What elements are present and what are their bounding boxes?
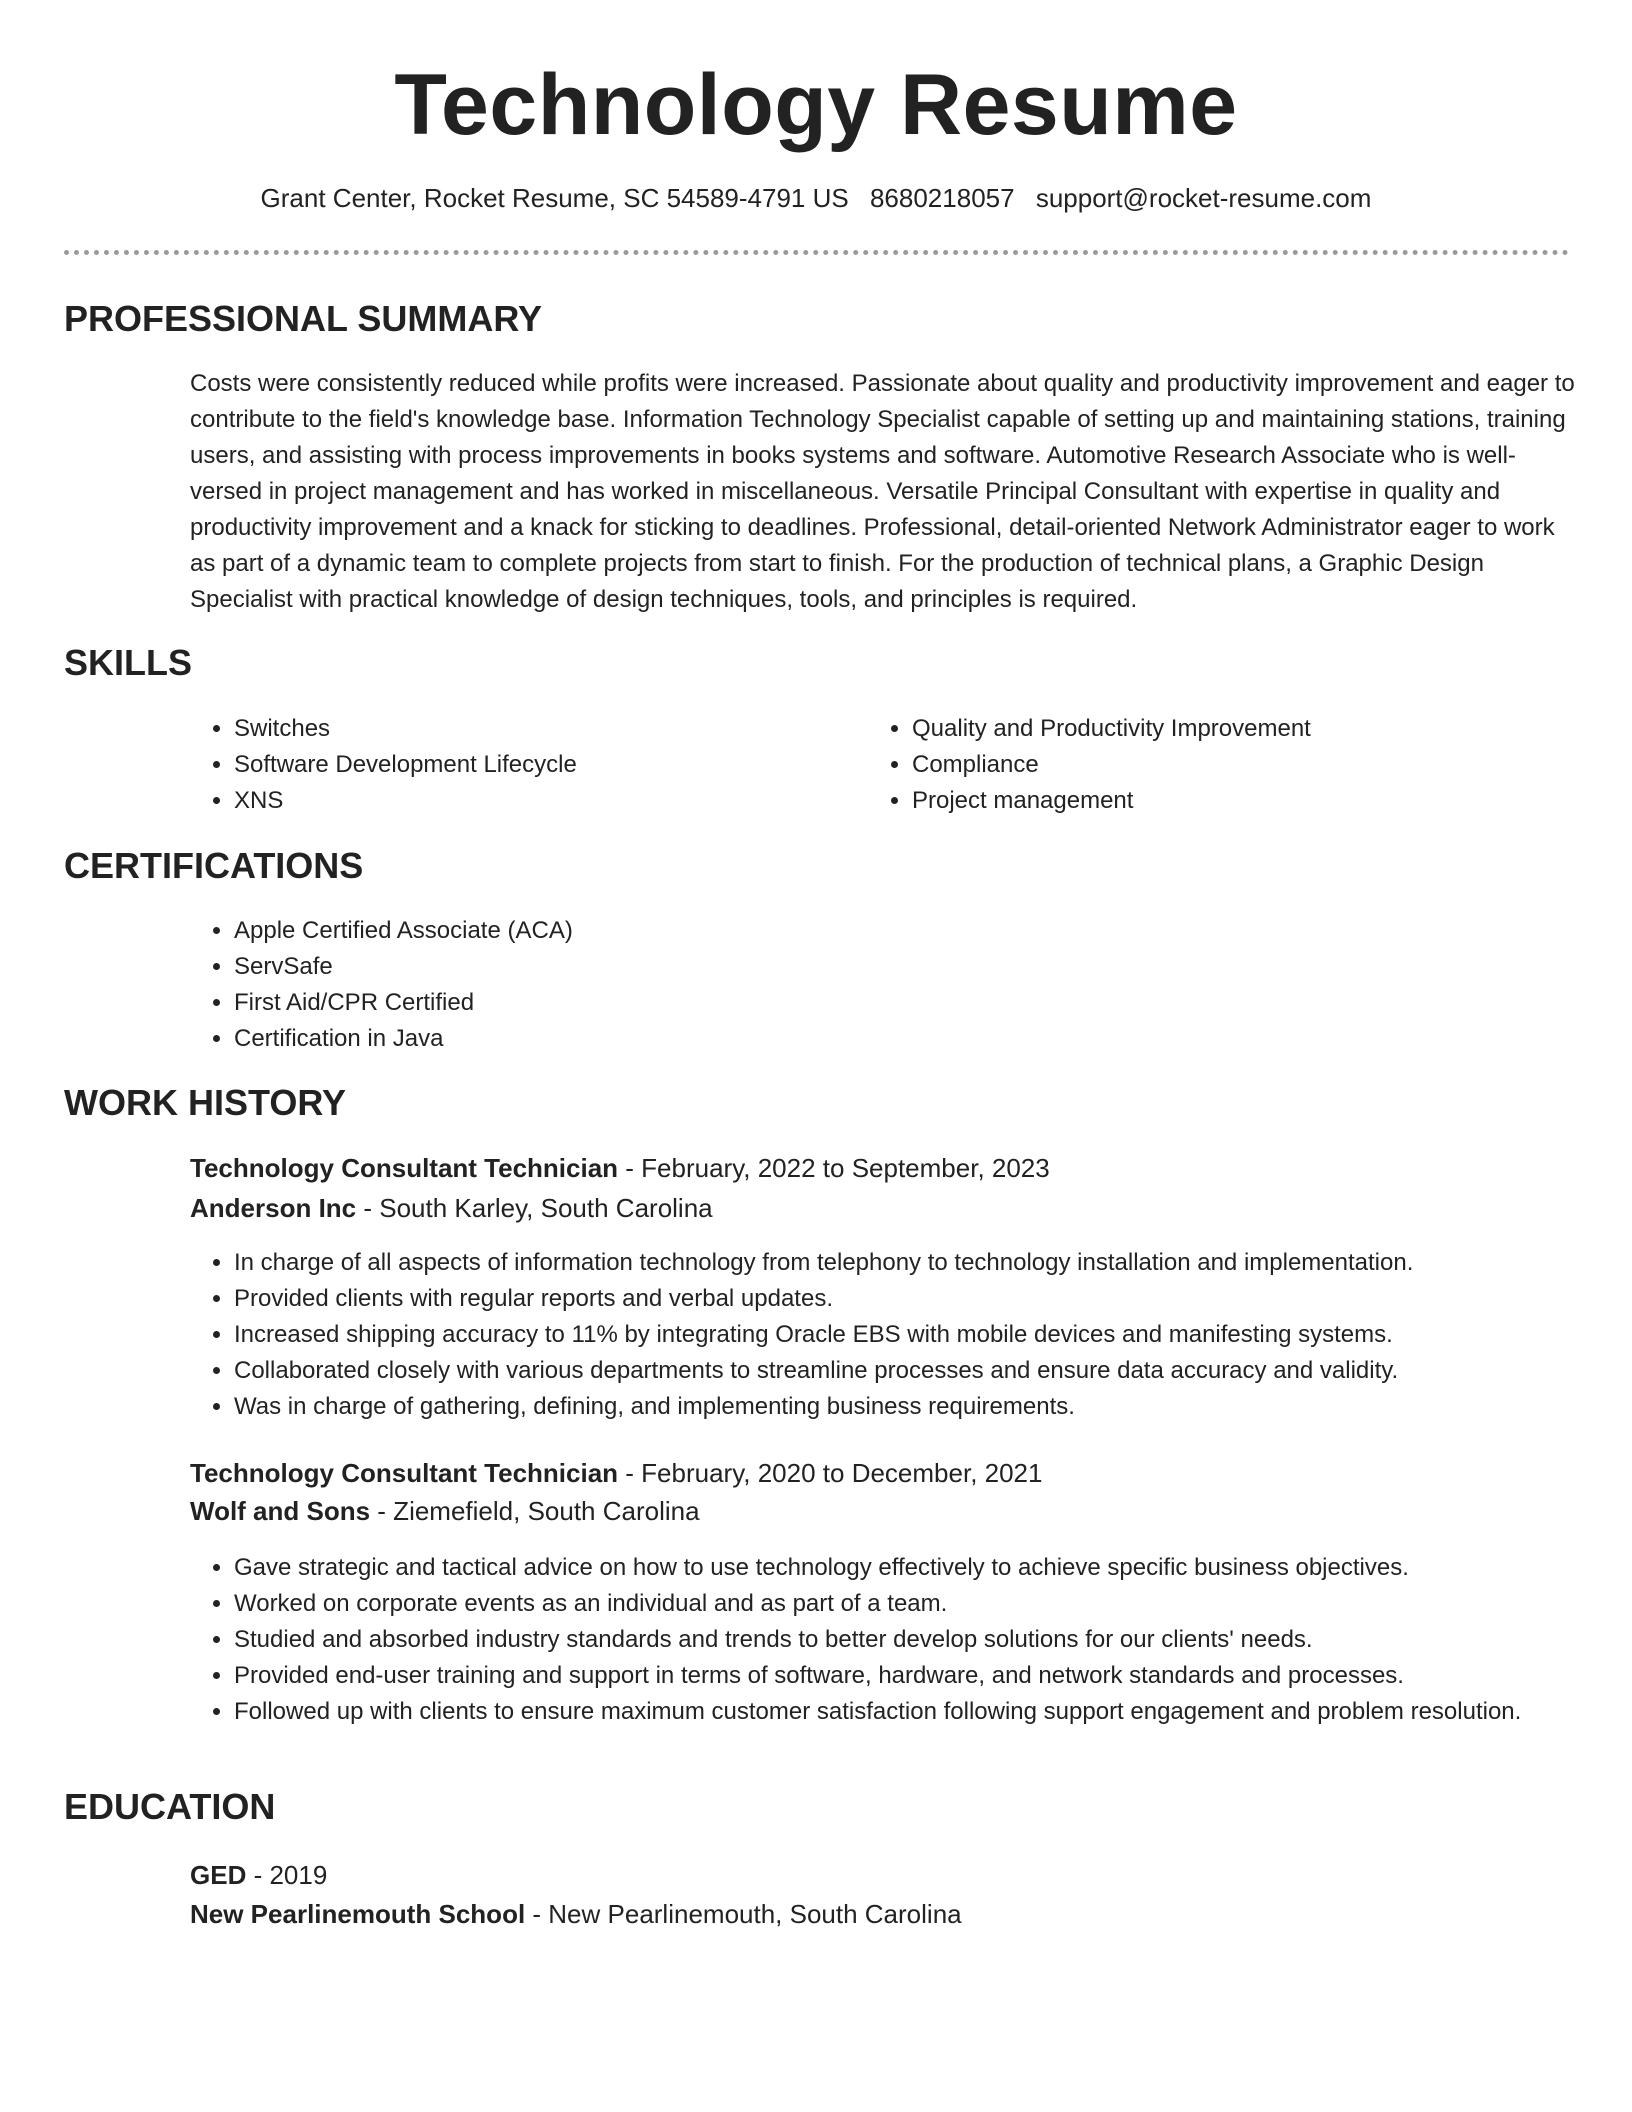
education-heading: EDUCATION	[64, 1786, 276, 1827]
education-location: - New Pearlinemouth, South Carolina	[525, 1899, 962, 1929]
list-item: • XNS	[234, 783, 854, 819]
list-item: • ServSafe	[234, 949, 1534, 985]
job-2-dates: - February, 2020 to December, 2021	[618, 1458, 1043, 1488]
list-item: • Switches	[234, 711, 854, 747]
list-item: • Increased shipping accuracy to 11% by integrating Oracle EBS with mobile devices and manifesting systems.	[234, 1317, 1614, 1353]
list-item: • Provided clients with regular reports and verbal updates.	[234, 1281, 1614, 1317]
skills-list-right	[868, 711, 1552, 819]
contact-address: Grant Center, Rocket Resume, SC 54589-4791 US	[260, 183, 849, 213]
job-2-title-line	[190, 1453, 1042, 1493]
job-2-role: Technology Consultant Technician	[190, 1458, 619, 1488]
list-item: • Studied and absorbed industry standards and trends to better develop solutions for our clients' needs.	[234, 1622, 1534, 1658]
contact-email: support@rocket-resume.com	[1035, 183, 1372, 213]
certifications-list	[190, 913, 1534, 1057]
list-item: • In charge of all aspects of information technology from telephony to technology installation and implementation.	[234, 1245, 1614, 1281]
summary-heading: PROFESSIONAL SUMMARY	[64, 298, 543, 339]
list-item: • Project management	[912, 783, 1552, 819]
resume-title: Technology Resume	[394, 57, 1238, 153]
list-item: • Followed up with clients to ensure maximum customer satisfaction following support engagement and problem resolution.	[234, 1694, 1534, 1730]
list-item: • Certification in Java	[234, 1021, 1534, 1057]
list-item: • Provided end-user training and support in terms of software, hardware, and network standards and processes.	[234, 1658, 1534, 1694]
work-history-heading: WORK HISTORY	[64, 1082, 347, 1123]
skills-list-left	[190, 711, 854, 819]
list-item: • Software Development Lifecycle	[234, 747, 854, 783]
job-2-company-line	[190, 1491, 700, 1531]
contact-line	[0, 180, 1632, 216]
list-item: • Compliance	[912, 747, 1552, 783]
job-1-company: Anderson Inc	[190, 1193, 357, 1223]
list-item: • Gave strategic and tactical advice on how to use technology effectively to achieve specific business objectives.	[234, 1550, 1534, 1586]
list-item: • Worked on corporate events as an individual and as part of a team.	[234, 1586, 1534, 1622]
job-1-bullets	[190, 1245, 1614, 1425]
job-2-bullets	[190, 1550, 1534, 1730]
job-1-role: Technology Consultant Technician	[190, 1153, 619, 1183]
list-item: • Quality and Productivity Improvement	[912, 711, 1552, 747]
job-1-title-line	[190, 1148, 1050, 1188]
education-degree-line	[190, 1855, 327, 1895]
job-2-company: Wolf and Sons	[190, 1496, 371, 1526]
summary-text: Costs were consistently reduced while profits were increased. Passionate about quality and productivity improvement and eager to contribute to the field's knowledge base. Information Technology Specialist capable of setting up and maintaining stations, training users, and assisting with process improvements in books systems and software. Automotive Research Associate who is well-versed in project management and has worked in miscellaneous. Versatile Principal Consultant with expertise in quality and productivity improvement and a knack for sticking to deadlines. Professional, detail-oriented Network Administrator eager to work as part of a dynamic team to complete projects from start to finish. For the production of technical plans, a Graphic Design Specialist with practical knowledge of design techniques, tools, and principles is required.	[190, 370, 1575, 613]
certifications-heading: CERTIFICATIONS	[64, 845, 364, 886]
job-1-location: - South Karley, South Carolina	[356, 1193, 713, 1223]
education-school: New Pearlinemouth School	[190, 1899, 526, 1929]
education-year: - 2019	[246, 1860, 328, 1890]
education-degree: GED	[190, 1860, 247, 1890]
header-divider	[64, 250, 1569, 255]
education-school-line	[190, 1894, 962, 1934]
contact-phone: 8680218057	[869, 183, 1015, 213]
list-item: • Apple Certified Associate (ACA)	[234, 913, 1534, 949]
list-item: • Was in charge of gathering, defining, and implementing business requirements.	[234, 1389, 1614, 1425]
list-item: • First Aid/CPR Certified	[234, 985, 1534, 1021]
skills-heading: SKILLS	[64, 642, 193, 683]
job-2-location: - Ziemefield, South Carolina	[370, 1496, 700, 1526]
list-item: • Collaborated closely with various departments to streamline processes and ensure data accuracy and validity.	[234, 1353, 1614, 1389]
job-1-company-line	[190, 1188, 713, 1228]
job-1-dates: - February, 2022 to September, 2023	[618, 1153, 1050, 1183]
